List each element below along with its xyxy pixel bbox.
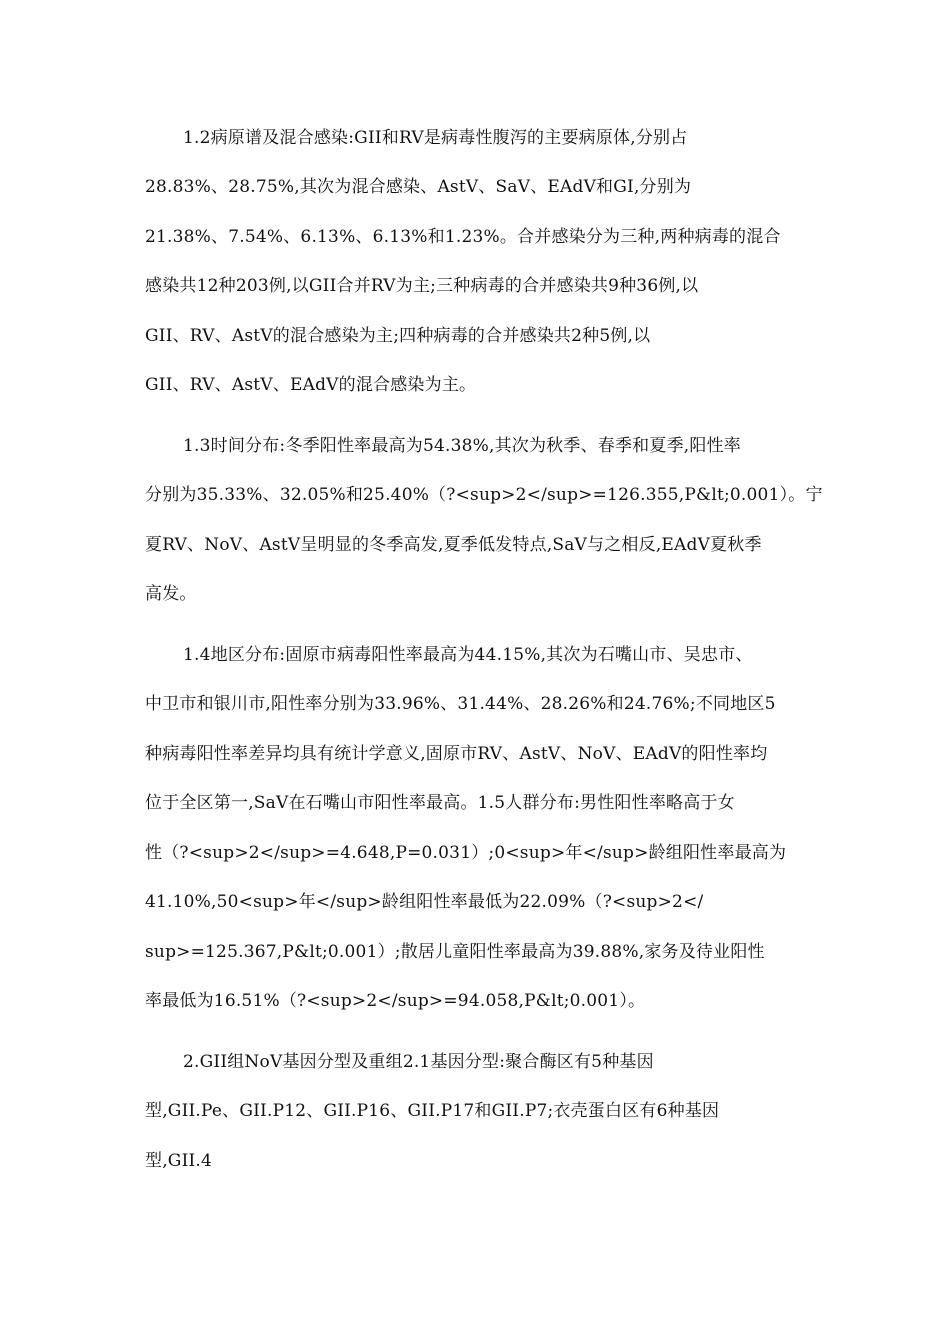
text-line: 位于全区第一,SaV在石嘴山市阳性率最高。1.5人群分布:男性阳性率略高于女 [145,793,735,813]
text-line: GII、RV、AstV、EAdV的混合感染为主。 [145,375,477,395]
text-line: 型,GII.Pe、GII.P12、GII.P16、GII.P17和GII.P7;衣壳蛋白区有6种基因 [145,1101,720,1121]
text-line: 夏RV、NoV、AstV呈明显的冬季高发,夏季低发特点,SaV与之相反,EAdV夏秋季 [145,535,762,555]
text-line: GII、RV、AstV的混合感染为主;四种病毒的合并感染共2种5例,以 [145,326,651,346]
text-line: 1.2病原谱及混合感染:GII和RV是病毒性腹泻的主要病原体,分别占 [183,128,688,148]
text-line: 种病毒阳性率差异均具有统计学意义,固原市RV、AstV、NoV、EAdV的阳性率均 [145,744,768,764]
text-line: 分别为35.33%、32.05%和25.40%（?<sup>2</sup>=126.355,P&lt;0.001）。宁 [145,485,823,505]
text-line: 中卫市和银川市,阳性率分别为33.96%、31.44%、28.26%和24.76%;不同地区5 [145,694,776,714]
text-line: 1.4地区分布:固原市病毒阳性率最高为44.15%,其次为石嘴山市、吴忠市、 [183,645,753,665]
text-line: 型,GII.4 [145,1151,213,1171]
text-line: 率最低为16.51%（?<sup>2</sup>=94.058,P&lt;0.001）。 [145,991,646,1011]
text-line: 41.10%,50<sup>年</sup>龄组阳性率最低为22.09%（?<sup>2</ [145,892,704,912]
text-line: 1.3时间分布:冬季阳性率最高为54.38%,其次为秋季、春季和夏季,阳性率 [183,436,741,456]
text-line: 28.83%、28.75%,其次为混合感染、AstV、SaV、EAdV和GI,分别为 [145,177,692,197]
text-line: 高发。 [145,584,197,604]
text-line: sup>=125.367,P&lt;0.001）;散居儿童阳性率最高为39.88%,家务及待业阳性 [145,942,765,962]
text-line: 21.38%、7.54%、6.13%、6.13%和1.23%。合并感染分为三种,两种病毒的混合 [145,227,781,247]
text-line: 性（?<sup>2</sup>=4.648,P=0.031）;0<sup>年</sup>龄组阳性率最高为 [145,843,787,863]
text-line: 2.GII组NoV基因分型及重组2.1基因分型:聚合酶区有5种基因 [183,1052,654,1072]
text-line: 感染共12种203例,以GII合并RV为主;三种病毒的合并感染共9种36例,以 [145,276,699,296]
